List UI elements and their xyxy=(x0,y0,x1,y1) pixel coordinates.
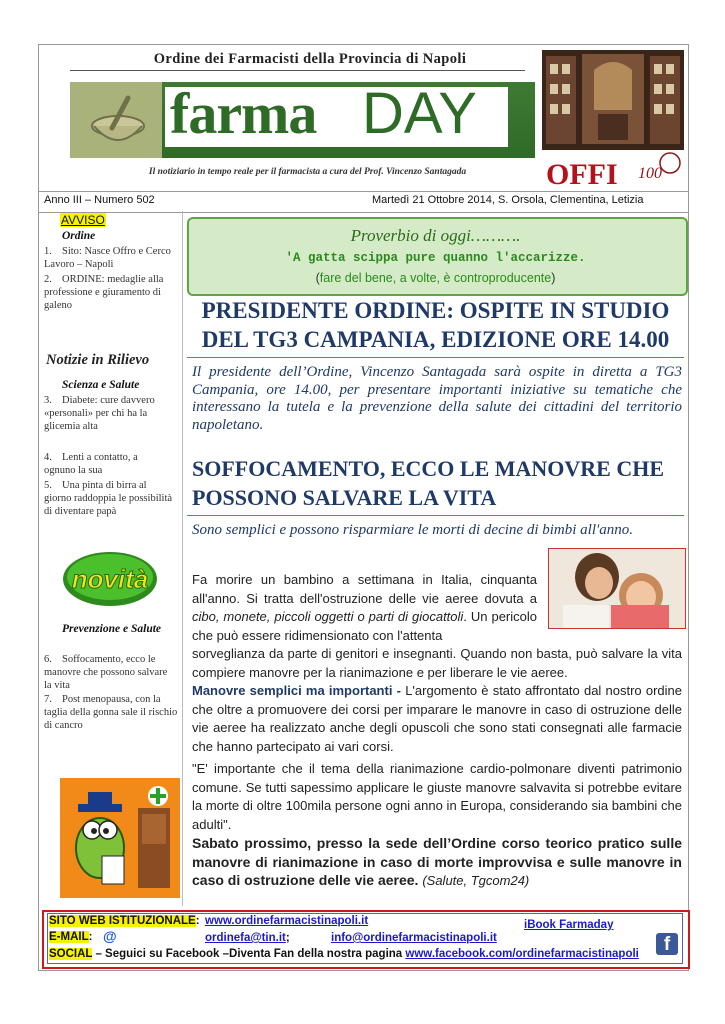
article-paragraph: Fa morire un bambino a settimana in Italia, cinquanta all'anno. Si tratta dell'ostruzione delle vie aeree dovuta a cibo, monete, piccoli oggetti o parti di giocattoli. Un pericolo che può essere ridimensionato con l'attenta xyxy=(192,572,537,643)
email-link-2[interactable]: info@ordinefarmacistinapoli.it xyxy=(331,932,497,944)
list-item[interactable]: 4. Lenti a contatto, a ognuno la sua xyxy=(44,452,138,476)
avviso-link[interactable]: AVVISO xyxy=(61,213,105,227)
footer-web-row: SITO WEB ISTITUZIONALE: xyxy=(49,915,200,927)
article-paragraph: sorveglianza da parte di genitori e insegnanti. Quando non basta, può salvare la vita compiere manovre per la rianimazione e per liberare le vie aeree. xyxy=(192,646,682,680)
scienza-heading: Scienza e Salute xyxy=(62,379,140,391)
brand-day: DAY xyxy=(362,81,477,146)
mortar-logo-image xyxy=(70,82,162,158)
list-item[interactable]: 5. Una pinta di birra al giorno raddoppia le possibilità di diventare papà xyxy=(44,480,173,517)
footer-email-1: ordinefa@tin.it; xyxy=(205,932,290,944)
list-item[interactable]: 3. Diabete: cure davvero «personali» per chi ha la glicemia alta xyxy=(44,395,155,432)
cartoon-pharmacist-illustration xyxy=(60,778,180,898)
column-divider xyxy=(182,211,183,906)
email-link-1[interactable]: ordinefa@tin.it xyxy=(205,932,286,944)
footer-email-label: E-MAIL: xyxy=(49,931,93,943)
pharmacy-photo xyxy=(542,50,684,190)
notizie-title: Notizie in Rilievo xyxy=(46,352,150,368)
facebook-icon[interactable]: f xyxy=(656,933,678,955)
article-subtitle: Sono semplici e possono risparmiare le morti di decine di bimbi all'anno. xyxy=(192,522,633,538)
website-link[interactable]: www.ordinefarmacistinapoli.it xyxy=(205,915,369,927)
list-item[interactable]: 2. ORDINE: medaglie alla professione e giuramento di galeno xyxy=(44,274,164,311)
masthead-tagline: Il notiziario in tempo reale per il farmacista a cura del Prof. Vincenzo Santagada xyxy=(148,167,467,177)
proverb-text: 'A gatta scippa pure quanno l'accarizze. xyxy=(285,251,586,265)
email-icon: @ xyxy=(103,928,117,944)
article-paragraph: Manovre semplici ma importanti - L'argomento è stato affrontato dal nostro ordine che oltre a promuovere dei corsi per imparare le manovre in caso di ostruzione delle vie aeree ha realizzato anche degli opuscoli che sono stati consegnati alle farmacie che hanno partecipato ai vari corsi. xyxy=(192,683,682,754)
child-choking-photo xyxy=(548,548,686,629)
list-item[interactable]: 6. Soffocamento, ecco le manovre che possono salvare la vita xyxy=(44,654,168,691)
article-paragraph: Sabato prossimo, presso la sede dell’Ordine corso teorico pratico sulle manovre di rianimazione in caso di morte improvvisa e sulle manovre in caso di ostruzione delle vie aeree. (Salute, Tgcom24) xyxy=(192,835,682,889)
article-paragraph: "E' importante che il tema della rianimazione cardio-polmonare diventi patrimonio comune. Se tutti sapessimo applicare le giuste manovre salvavita si potrebbe evitare la morte di oltre 100mila persone ogni anno in Europa, considerando sia bambini che adulti". xyxy=(192,761,682,832)
ordine-heading: Ordine xyxy=(62,230,96,242)
ibook-link[interactable]: iBook Farmaday xyxy=(524,919,614,931)
offi-logo-text: OFFI xyxy=(546,158,618,190)
list-item[interactable]: 1. Sito: Nasce Offro e Cerco Lavoro – Napoli xyxy=(44,246,171,270)
prevenzione-heading: Prevenzione e Salute xyxy=(62,623,162,635)
proverb-translation: (fare del bene, a volte, è controproducente) xyxy=(315,271,556,285)
headline-rule xyxy=(187,515,684,516)
issue-date: Martedì 21 Ottobre 2014, S. Orsola, Clementina, Letizia xyxy=(372,194,644,206)
article-headline: PRESIDENTE ORDINE: OSPITE IN STUDIO DEL TG3 CAMPANIA, EDIZIONE ORE 14.00 xyxy=(201,298,670,352)
facebook-link[interactable]: www.facebook.com/ordinefarmacistinapoli xyxy=(405,948,639,960)
footer-social-row: SOCIAL – Seguici su Facebook –Diventa Fan della nostra pagina www.facebook.com/ordinefarmacistinapoli xyxy=(49,948,639,960)
issue-number: Anno III – Numero 502 xyxy=(44,194,155,206)
headline-rule xyxy=(187,357,684,358)
org-title: Ordine dei Farmacisti della Provincia di Napoli xyxy=(153,51,467,67)
article-headline: SOFFOCAMENTO, ECCO LE MANOVRE CHE POSSONO SALVARE LA VITA xyxy=(192,456,665,510)
article-body: Il presidente dell’Ordine, Vincenzo Santagada sarà ospite in diretta a TG3 Campania, ore 14.00, per presentare importanti iniziative su tematiche che interessano la tutela e la prevenzione della salute dei cittadini del territorio napoletano. xyxy=(192,364,682,433)
novita-label: novità xyxy=(71,564,149,594)
novita-badge xyxy=(60,546,160,608)
masthead-rule xyxy=(70,70,525,71)
proverb-title: Proverbio di oggi………. xyxy=(350,226,521,245)
brand-farma: farma xyxy=(170,81,317,146)
anniversary-badge-text: 100 xyxy=(638,165,662,182)
list-item[interactable]: 7. Post menopausa, con la taglia della gonna sale il rischio di cancro xyxy=(44,694,178,731)
